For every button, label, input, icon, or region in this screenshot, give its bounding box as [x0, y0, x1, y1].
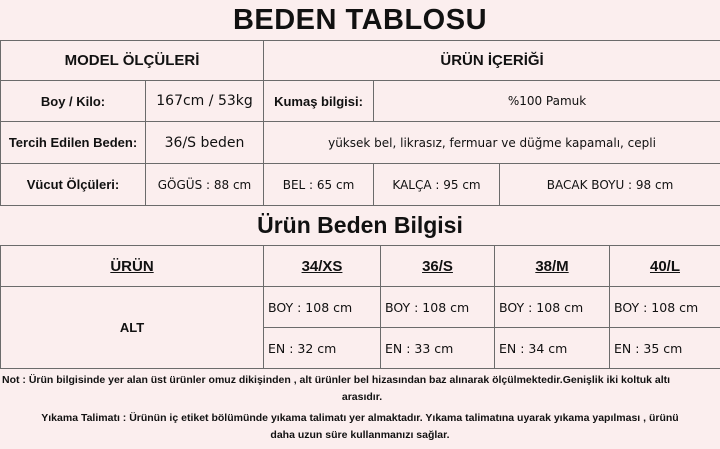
height-weight-value: 167cm / 53kg	[146, 81, 264, 122]
fabric-value: %100 Pamuk	[374, 81, 720, 122]
chest-measurement: GÖGÜS : 88 cm	[146, 164, 264, 206]
measurement-note-line-1: Not : Ürün bilgisinde yer alan üst ürünler omuz dikişinden , alt ürünler bel hizasından baz alınarak ölçülmektedir.Genişlik iki koltuk altı	[2, 374, 671, 386]
measurement-note-line-2: arasıdır.	[341, 391, 383, 403]
model-product-table	[0, 40, 720, 206]
leg-length-measurement: BACAK BOYU : 98 cm	[500, 164, 720, 206]
page-title: BEDEN TABLOSU	[232, 4, 488, 36]
product-features: yüksek bel, likrasız, fermuar ve düğme kapamalı, cepli	[264, 122, 720, 164]
hip-measurement: KALÇA : 95 cm	[374, 164, 500, 206]
boy-38-m: BOY : 108 cm	[495, 287, 610, 328]
size-header-36-s: 36/S	[381, 246, 495, 287]
product-column-header: ÜRÜN	[1, 246, 264, 287]
preferred-size-label: Tercih Edilen Beden:	[1, 122, 146, 164]
height-weight-label: Boy / Kilo:	[1, 81, 146, 122]
measurement-note	[0, 372, 720, 406]
size-info-table	[0, 245, 720, 369]
washing-instructions-line-2: daha uzun süre kullanmanızı sağlar.	[270, 429, 450, 441]
en-38-m: EN : 34 cm	[495, 328, 610, 369]
preferred-size-value: 36/S beden	[146, 122, 264, 164]
boy-40-l: BOY : 108 cm	[610, 287, 720, 328]
en-34-xs: EN : 32 cm	[264, 328, 381, 369]
size-info-title: Ürün Beden Bilgisi	[257, 212, 463, 238]
boy-34-xs: BOY : 108 cm	[264, 287, 381, 328]
washing-instructions-line-1: Yıkama Talimatı : Ürünün iç etiket bölümünde yıkama talimatı yer almaktadır. Yıkama talimatına uyarak yıkama yapılması , ürünü	[41, 412, 679, 424]
size-header-40-l: 40/L	[610, 246, 720, 287]
en-36-s: EN : 33 cm	[381, 328, 495, 369]
washing-instructions	[0, 410, 720, 444]
size-header-34-xs: 34/XS	[264, 246, 381, 287]
boy-36-s: BOY : 108 cm	[381, 287, 495, 328]
en-40-l: EN : 35 cm	[610, 328, 720, 369]
size-header-38-m: 38/M	[495, 246, 610, 287]
row-label-alt: ALT	[1, 287, 264, 369]
model-measurements-header: MODEL ÖLÇÜLERİ	[1, 41, 264, 81]
body-measurements-label: Vücut Ölçüleri:	[1, 164, 146, 206]
waist-measurement: BEL : 65 cm	[264, 164, 374, 206]
product-content-header: ÜRÜN İÇERİĞİ	[264, 41, 720, 81]
fabric-label: Kumaş bilgisi:	[264, 81, 374, 122]
